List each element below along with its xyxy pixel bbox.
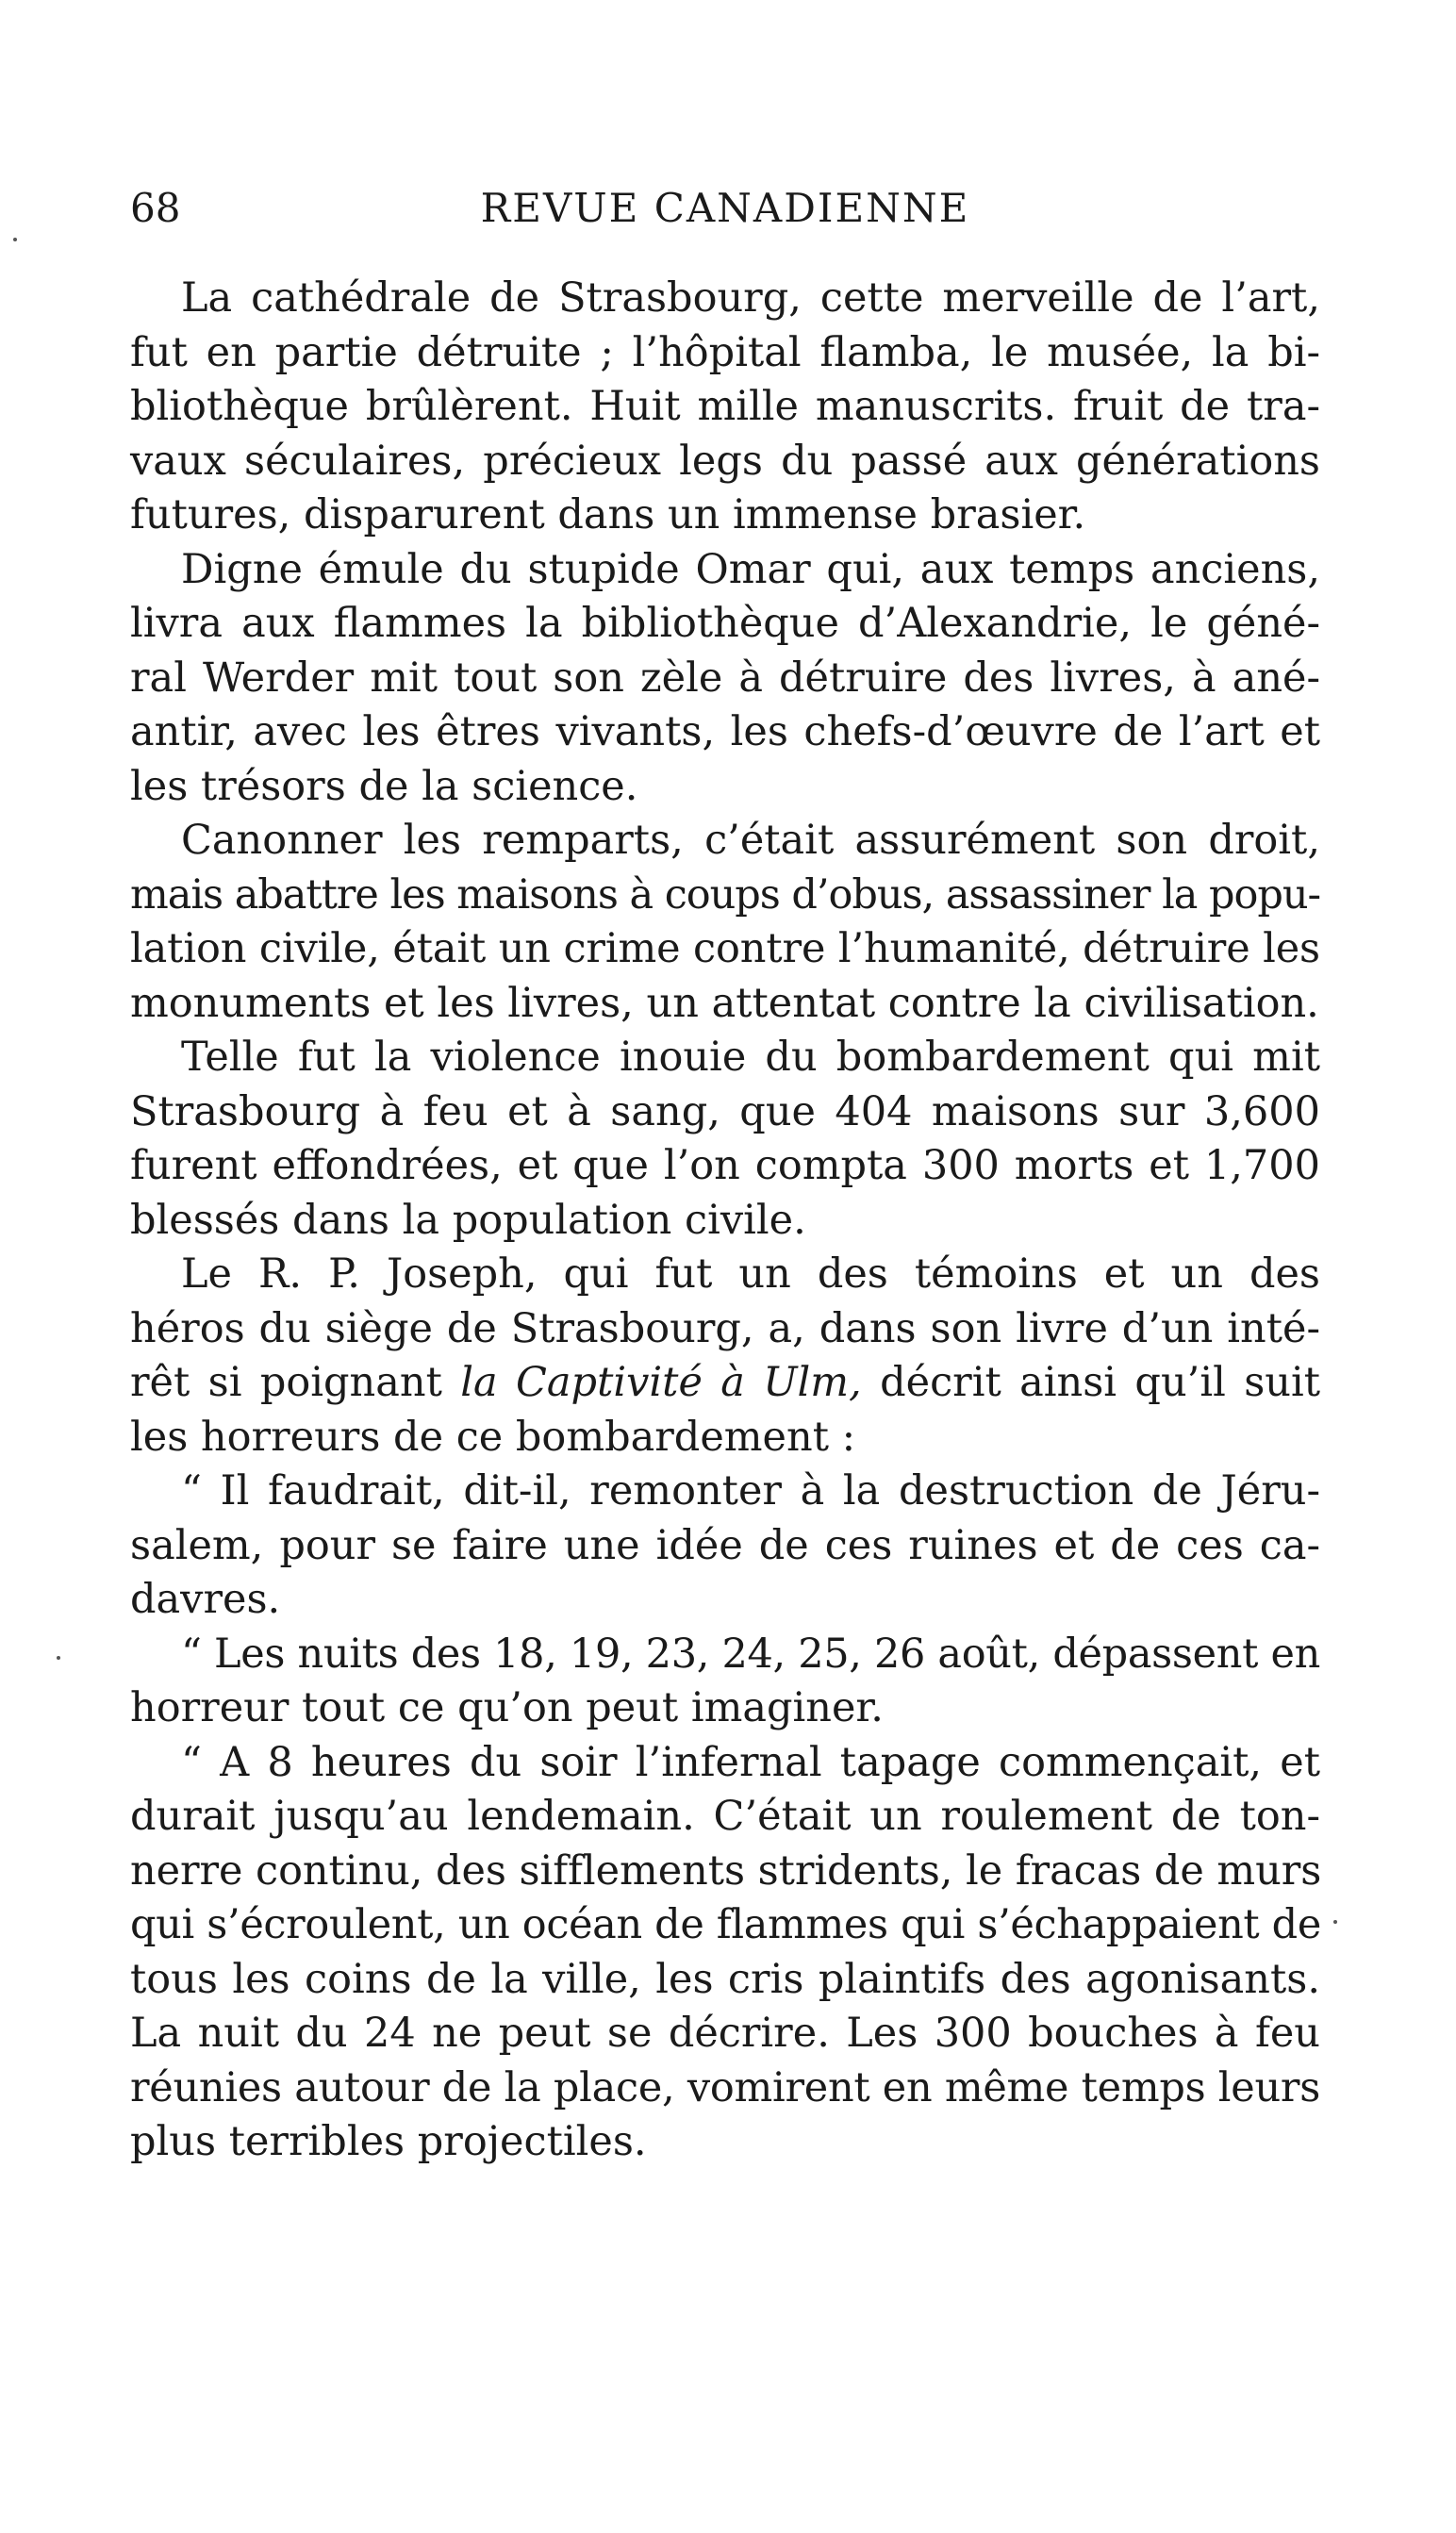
paragraph [130, 272, 1320, 543]
text-line: “ Les nuits des 18, 19, 23, 24, 25, 26 août, dépassent en [181, 1630, 1320, 1678]
text-line: Canonner les remparts, c’était assurément son droit, [181, 817, 1320, 864]
text-line: davres. [130, 1576, 281, 1623]
text-line: réunies autour de la place, vomirent en même temps leurs [130, 2063, 1320, 2111]
text-line: Strasbourg à feu et à sang, que 404 maisons sur 3,600 [130, 1087, 1320, 1135]
text-line: ral Werder mit tout son zèle à détruire des livres, à ané- [130, 654, 1320, 702]
quote-paragraph [130, 1465, 1320, 1628]
paragraph [130, 543, 1320, 815]
paragraph [130, 1248, 1320, 1465]
quote-paragraph [130, 1736, 1320, 2170]
text-line: “ Il faudrait, dit-il, remonter à la destruction de Jéru- [181, 1467, 1320, 1515]
text-run: décrit ainsi qu’il suit [861, 1359, 1320, 1406]
paragraph [130, 814, 1320, 1031]
margin-speck [57, 1656, 60, 1660]
text-line: nerre continu, des sifflements stridents, le fracas de murs [130, 1846, 1322, 1895]
text-line: Telle fut la violence inouie du bombardement qui mit [181, 1034, 1320, 1081]
margin-speck [1333, 1920, 1337, 1924]
page-number: 68 [130, 185, 181, 231]
text-line: bliothèque brûlèrent. Huit mille manuscrits. fruit de tra- [130, 383, 1320, 430]
text-line: antir, avec les êtres vivants, les chefs-d’œuvre de l’art et [130, 708, 1320, 755]
text-line: qui s’écroulent, un océan de flammes qui s’échappaient de [130, 1901, 1321, 1948]
text-line: mais abattre les maisons à coups d’obus, assassiner la popu- [130, 870, 1320, 919]
text-line: horreur tout ce qu’on peut imaginer. [130, 1684, 884, 1731]
quote-paragraph [130, 1628, 1320, 1736]
text-line: héros du siège de Strasbourg, a, dans son livre d’un inté- [130, 1304, 1320, 1352]
text-line: durait jusqu’au lendemain. C’était un roulement de ton- [130, 1793, 1320, 1840]
text-line: plus terribles projectiles. [130, 2118, 647, 2165]
text-line: salem, pour se faire une idée de ces ruines et de ces ca- [130, 1521, 1320, 1569]
text-line: les trésors de la science. [130, 762, 638, 810]
text-line: futures, disparurent dans un immense brasier. [130, 491, 1086, 538]
text-line [130, 1356, 1320, 1411]
text-line: Le R. P. Joseph, qui fut un des témoins et un des [181, 1250, 1320, 1298]
text-line: La cathédrale de Strasbourg, cette merveille de l’art, [181, 274, 1320, 322]
book-title: la Captivité à Ulm, [460, 1359, 862, 1406]
text-line: La nuit du 24 ne peut se décrire. Les 300 bouches à feu [130, 2010, 1320, 2057]
text-line: vaux séculaires, précieux legs du passé aux générations [130, 437, 1320, 485]
paragraph [130, 1031, 1320, 1248]
text-line: monuments et les livres, un attentat contre la civilisation. [130, 979, 1319, 1027]
text-line: livra aux flammes la bibliothèque d’Alexandrie, le géné- [130, 600, 1320, 647]
margin-speck [13, 238, 17, 241]
text-line: tous les coins de la ville, les cris plaintifs des agonisants. [130, 1955, 1320, 2003]
text-line: Digne émule du stupide Omar qui, aux temps anciens, [181, 545, 1320, 593]
text-line: fut en partie détruite ; l’hôpital flamba, le musée, la bi- [130, 328, 1320, 376]
text-run: rêt si poignant [130, 1359, 461, 1406]
text-line: les horreurs de ce bombardement : [130, 1413, 856, 1461]
text-line: furent effondrées, et que l’on compta 300 morts et 1,700 [130, 1142, 1320, 1189]
text-line: lation civile, était un crime contre l’humanité, détruire les [130, 925, 1320, 972]
body-text [130, 272, 1320, 2170]
text-line: blessés dans la population civile. [130, 1196, 806, 1244]
running-title: REVUE CANADIENNE [480, 185, 970, 231]
text-line: “ A 8 heures du soir l’infernal tapage commençait, et [181, 1738, 1320, 1786]
page-header [130, 185, 1320, 251]
